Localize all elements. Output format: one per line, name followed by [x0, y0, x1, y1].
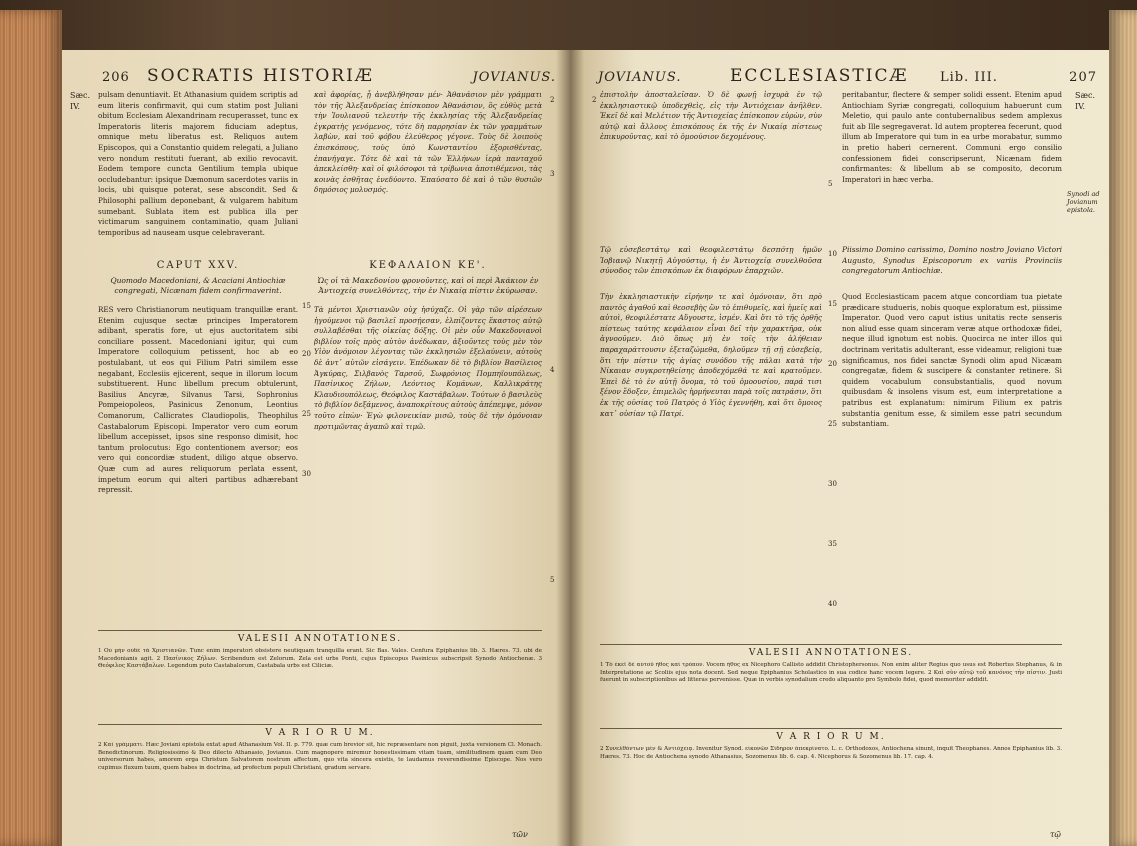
right-address-latin: [842, 245, 1062, 285]
line-number: 4: [550, 366, 555, 374]
right-address-greek: [600, 245, 822, 285]
left-page: [62, 50, 570, 846]
line-number: 10: [828, 250, 837, 258]
left-variorum-title: V A R I O R U M.: [265, 728, 375, 738]
right-page-number: 207: [1069, 70, 1097, 85]
latin-paragraph: Quod Ecclesiasticam pacem atque concordiam tua pietate prædicare studueris, nobis quoque exploratum est, piissime Imperator. Quod vero caput istius unitatis recte senseris non aliud esse quam sinceram veræ atque orthodoxæ fidei, neque illud ignotum est nobis. Quocirca ne inter illos qui doctrinam veritatis adulterant, esse videamur, religioni tuæ significamus, nos fidei sanctæ Synodi olim apud Nicæam congregatæ, fidem & suscipere & constanter retinere. Si quidem vocabulum consubstantialis, quod novum quibusdam & insolens visum est, eum interpretatione a patribus est explanatum: nimirum Filium ex patris substantia genitum esse, & similem esse patri secundum substantiam.: [842, 292, 1062, 429]
left-chapter-latin-sub: Quomodo Macedoniani, & Acaciani Antiochiæ congregati, Nicænam fidem confirmaverint.: [110, 276, 286, 295]
line-number: 15: [828, 300, 837, 308]
right-greek-top: [600, 90, 822, 240]
greek-paragraph: Τὰ μέντοι Χριστιανῶν οὐχ ἡσύχαζε. Οἱ γὰρ τῶν αἱρέσεων ἡγούμενοι τῷ βασιλεῖ προσῄεσαν, ἐλπίζοντες ἕκαστος αὐτῷ συλλαβέσθαι τῆς οἰκείας δόξης. Οἱ μὲν οὖν Μακεδονιανοὶ βιβλίον τοῖς πρὸς αὐτὸν ἀνέδωκαν, ἀξιοῦντες τοὺς μὲν τὸν Υἱὸν ἀνόμοιον λέγοντας τῶν ἐκκλησιῶν ἐξελαύνειν, αὐτοὺς δὲ ἀντ᾽ αὐτῶν εἰσάγειν. Ἐπέδωκαν δὲ τὸ βιβλίον Βασίλειος Ἀγκύρας, Σιλβανὸς Ταρσοῦ, Σωφρόνιος Πομπηϊουπόλεως, Πασίνικος Ζήλων, Λεόντιος Κομάνων, Καλλικράτης Κλαυδιουπόλεως, Θεόφιλος Καστάβαλων. Τούτων ὁ βασιλεὺς τὸ βιβλίον δεξάμενος, ἀναποκρίτους αὐτοὺς ἀπέπεμψε, μόνον τοῦτο εἰπὼν· Ἐγὼ φιλονεικίαν μισῶ, τοὺς δὲ τὴν ὁμόνοιαν προτιμῶντας ἀγαπῶ καὶ τιμῶ.: [314, 305, 542, 431]
right-notes-title: VALESII ANNOTATIONES.: [748, 648, 914, 658]
latin-paragraph: pulsam denuntiavit. Et Athanasium quidem scriptis ad eum literis confirmavit, qui cum statim post Juliani obitum Ecclesiam Alexandrinam recuperasset, tunc ex Imperatoris literis majorem fiduciam adeptus, omnique metu liberatus est. Reliquos autem Episcopos, qui a Constantio quidem relegati, a Juliano vero nondum restituti fuerant, ab exilio revocavit. Eodem tempore cuncta Gentilium templa ubique occludebantur: ipsique Dæmonum sacerdotes variis in locis, ubi quisque poterat, sese abscondit. Sed & Philosophi pallium deponebant, & vulgarem habitum sumebant. Sublata item est publica illa per victimarum sanguinem contaminatio, quam Juliani temporibus ad nauseam usque celebraverant.: [98, 90, 298, 237]
right-notes: 1 Τὸ ἐκεῖ δὲ αὐτοῦ ἦθος καὶ τρόπον. Vocem ἦθος ex Nicephoro Callisto addidit Christophersonus. Non enim aliter Regius quo usus est Robertus Stephanus, & in Interpretatione ac Scoliis ejus nota docent. Sed neque Epiphanius Scholastico in sua codice hanc vocem legere. 2 Καὶ σὺν αὐτῷ τοῦ κανόνος τὴν πίστιν. Justi fuerunt in subscriptionibus ad litteras pervenisse. Quæ in verbis synodalium credo aliquanto pro Symbolo fidei, quod memoriter addidit.: [600, 662, 1062, 684]
line-number: 15: [302, 302, 311, 310]
right-variorum: 2 Συνελθόντων μὲν & Ἀντιόχειᾳ. Invenitur Synod. εἰκονῶν Σίδηρον ἀπεκρίνατο. L. c. Orthodoxos, Antiochena sinunt, inquit Theophanes. Annos Epiphanius lib. 3. Hæres. 73. Hoc de Antiochena synodo Athanasius, Sozomenus lib. 6. cap. 4. Nicephorus & Sozomenus lib. 17. cap. 4.: [600, 746, 1062, 760]
right-running-book: Lib. III.: [940, 70, 998, 85]
left-notes: 1 Οὐ μὴν οὐδὲ τὰ Χριστιανῶν. Tunc enim imperatori obsistere neutiquam tranquilla erant. Sic Bas. Vales. Cenfura Epiphanius lib. 3. Hæres. 73. ubi de Macedonianis agit. 2 Πασίνικος Ζήλων. Scribendum est Zelorum. Zela est urbs Ponti, cujus Episcopus Pasinicus subscripsit Synodo Antiochenæ. 3 Θεόφιλος Καστάβαλων. Legendum puto Castabalorum, Castabala urbs est Ciliciæ.: [98, 648, 542, 670]
line-number: 40: [828, 600, 837, 608]
line-number: 25: [302, 410, 311, 418]
left-variorum: 2 Καὶ γράμματι. Hæc Joviani epistola extat apud Athanasium Vol. II. p. 779. quæ cum brevior sit, hic repræsentare non piguit, juxta versionem Cl. Monach. Benedictinorum. Religiosissimo & Deo dilecto Athanasio, Jovianus. Cum magnopere miremur honestissimam vitam tuam, similitudinem quam cum Deo universorum habes, amorem erga Christum Salvatorem nostrum affectum, quo vita sincera existis, te laudamus reverendissime Episcope. Nos vero cupimus fluxum tuum, quem habes in doctrina, ad profectum populi Christiani, gradum servare.: [98, 742, 542, 771]
latin-paragraph: peritabantur, flectere & semper solidi essent. Etenim apud Antiochiam Syriæ congregati, colloquium habuerunt cum Meletio, qui paulo ante contubernalibus sedem amplexus fuit ab Ille segregaverat. Id autem propterea fecerunt, quod illum ab Imperatore qui tum in ea urbe morabatur, summo in pretio haberi cernerent. Communi ergo consilio confessionem fidei conscripserunt, Nicænam fidem confirmantes: & libellum ab se composito, decorum Imperatori in hæc verba.: [842, 90, 1062, 184]
line-number: 25: [828, 420, 837, 428]
right-running-left: JOVIANUS.: [598, 70, 682, 85]
right-latin-body: [842, 292, 1062, 637]
line-number: 20: [302, 350, 311, 358]
greek-paragraph: Τὴν ἐκκλησιαστικὴν εἰρήνην τε καὶ ὁμόνοιαν, ὅτι πρὸ παντὸς ἀγαθοῦ καὶ θεοσεβὴς ὢν τὸ ἐπιθυμεῖς, καὶ ἡμεῖς καὶ αὐτοὶ, θεοφιλέστατε Αὔγουστε, ἰσμέν. Καὶ ὅτι τὸ τῆς ὀρθῆς πίστεως ταύτης κεφάλαιον εἶναι δεῖ τὴν χαρακτῆρα, οὐκ ἀγνοοῦμεν. Διὸ ὅπως μὴ ἐν τοῖς τὴν ἀλήθειαν παραχαράττουσιν ἐξεταζώμεθα, δηλοῦμεν τῇ σῇ εὐσεβείᾳ, ὅτι τὴν πίστιν τῆς ἁγίας συνόδου τῆς πάλαι κατὰ τὴν Νίκαιαν συγκροτηθείσης ἀποδεχόμεθά τε καὶ κρατοῦμεν. Ἐπεὶ δὲ τὸ ἐν αὐτῇ ὄνομα, τὸ τοῦ ὁμοουσίου, παρά τισι ξένον ἔδοξεν, ἐπιμελῶς ἡρμήνευται παρὰ τοῖς πατράσιν, ὅτι ἐκ τῆς οὐσίας τοῦ Πατρὸς ὁ Υἱὸς ἐγεννήθη, καὶ ὅτι ὅμοιος κατ᾽ οὐσίαν τῷ Πατρί.: [600, 292, 822, 418]
line-number: 30: [828, 480, 837, 488]
line-number: 30: [302, 470, 311, 478]
line-number: 3: [550, 170, 555, 178]
notes-rule: [600, 644, 1062, 645]
right-margin-note: Sæc. IV.: [1075, 91, 1096, 111]
line-number: 20: [828, 360, 837, 368]
right-variorum-title: V A R I O R U M.: [776, 732, 886, 742]
left-chapter-greek-sub: Ὡς οἱ τὰ Μακεδονίου φρονοῦντες, καὶ οἱ περὶ Ἀκάκιον ἐν Ἀντιοχείᾳ συνελθόντες, τὴν ἐν Νικαίᾳ πίστιν ἐκύρωσαν.: [317, 276, 539, 295]
left-latin-body: [98, 305, 298, 625]
right-page: [570, 50, 1109, 846]
left-catch-word: τῶν: [512, 830, 528, 839]
left-chapter-latin: CAPUT XXV.: [156, 260, 240, 271]
line-number: 5: [828, 180, 833, 188]
page-edges-right: [1109, 10, 1137, 846]
left-margin-note: Sæc. IV.: [70, 91, 91, 111]
right-greek-body: [600, 292, 822, 637]
left-running-right: JOVIANUS.: [472, 70, 556, 85]
greek-paragraph: καὶ ἀφορίας, ᾗ ἀνεβλήθησαν μέν· Ἀθανάσιον μὲν γράμματι τὸν τῆς Ἀλεξανδρείας ἐπίσκοπον Ἀθανάσιον, ὃς εὐθὺς μετὰ τὴν Ἰουλιανοῦ τελευτὴν τῆς ἐκκλησίας τῆς Ἀλεξανδρείας ἐγκρατὴς γενόμενος, τότε δὴ παρρησίαν ἐκ τῶν γραμμάτων λαβὼν, καὶ τοῦ φόβου ἐλεύθερος γέγονε. Τοὺς δὲ λοιποὺς ἐπισκόπους, τοὺς ὑπὸ Κωνσταντίου ἐξορισθέντας, ἐπανήγαγε. Τότε δὲ καὶ τὰ τῶν Ἑλλήνων ἱερὰ πανταχοῦ ἀπεκλείσθη· καὶ οἱ φιλόσοφοι τὰ τρίβωνια ἀποτιθέμενοι, τὰς κοινὰς ἐσθῆτας ἐνεδύοντο. Ἐπαύσατο δὲ καὶ ὁ τῶν θυσιῶν δημόσιος μολυσμός.: [314, 90, 542, 195]
line-number: 2: [592, 96, 597, 104]
book-gutter: [556, 50, 584, 846]
line-number: 2: [550, 96, 555, 104]
left-notes-title: VALESII ANNOTATIONES.: [237, 634, 403, 644]
left-page-number: 206: [102, 70, 130, 85]
notes-rule: [98, 630, 542, 631]
latin-paragraph: RES vero Christianorum neutiquam tranquillæ erant. Etenim cujusque sectæ principes Imperatorem adibant, speratis fore, ut ejus auctoritatem sibi conciliare possent. Macedoniani igitur, qui cum Imperatore colloquium petissent, hoc ab eo postulabant, ut eos qui Filium Patri similem esse negabant, Ecclesiis ejicerent, seque in illorum locum substituerent. Hunc libellum precum obtulerunt, Basilius Ancyræ, Silvanus Tarsi, Sophronius Pompeiopoleos, Pasinicus Zenonum, Leontius Comanorum, Callicrates Claudiopolis, Theophilus Castabalorum Episcopi. Imperator vero cum eorum libellum accepisset, ipsos sine responso dimisit, hoc tantum prolocutus: Ego contentionem aversor; eos vero qui concordiæ student, diligo atque observo. Quæ cum ad aures reliquorum perlata essent, impetum eorum qui alteri partibus adhærebant repressit.: [98, 305, 298, 495]
variorum-rule: [98, 724, 542, 725]
right-latin-top: [842, 90, 1062, 240]
greek-address: Τῷ εὐσεβεστάτῳ καὶ θεοφιλεστάτῳ δεσπότῃ ἡμῶν Ἰοβιανῷ Νικητῇ Αὐγούστῳ, ἡ ἐν Ἀντιοχείᾳ συνελθοῦσα σύνοδος τῶν ἐπισκόπων ἐκ διαφόρων ἐπαρχιῶν.: [600, 245, 822, 276]
left-running-title: SOCRATIS HISTORIÆ: [147, 66, 374, 86]
left-chapter-greek: ΚΕΦΑΛΑΙΟΝ ΚΕ'.: [369, 260, 487, 271]
left-greek-body: [314, 305, 542, 625]
line-number: 5: [550, 576, 555, 584]
right-running-title: ECCLESIASTICÆ: [730, 66, 909, 86]
right-catch-word: τῷ: [1050, 830, 1061, 839]
right-margin-synod-note: Synodi ad Jovianum epistola.: [1067, 190, 1100, 214]
page-edges-left: [0, 10, 62, 846]
variorum-rule: [600, 728, 1062, 729]
latin-address: Piissimo Domino carissimo, Domino nostro Joviano Victori Augusto, Synodus Episcoporum ex variis Provinciis congregatorum Antiochiæ.: [842, 245, 1062, 276]
line-number: 35: [828, 540, 837, 548]
greek-paragraph: ἐπιστολὴν ἀποσταλεῖσαν. Ὁ δὲ φωνῇ ἰσχυρὰ ἐν τῷ ἐκκλησιαστικῷ ὑποδεχθεὶς, εἰς τὴν Ἀντιόχειαν ἀνῆλθεν. Ἐκεῖ δὲ καὶ Μελέτιον τῆς Ἀντιοχείας ἐπίσκοπον εὑρὼν, σὺν αὐτῷ καὶ ἄλλους ἐπισκόπους ἐκ τῆς ἐν Νικαίᾳ πίστεως ἐπικυροῦντας, καὶ τὸ ὁμοούσιον δεχομένους.: [600, 90, 822, 142]
